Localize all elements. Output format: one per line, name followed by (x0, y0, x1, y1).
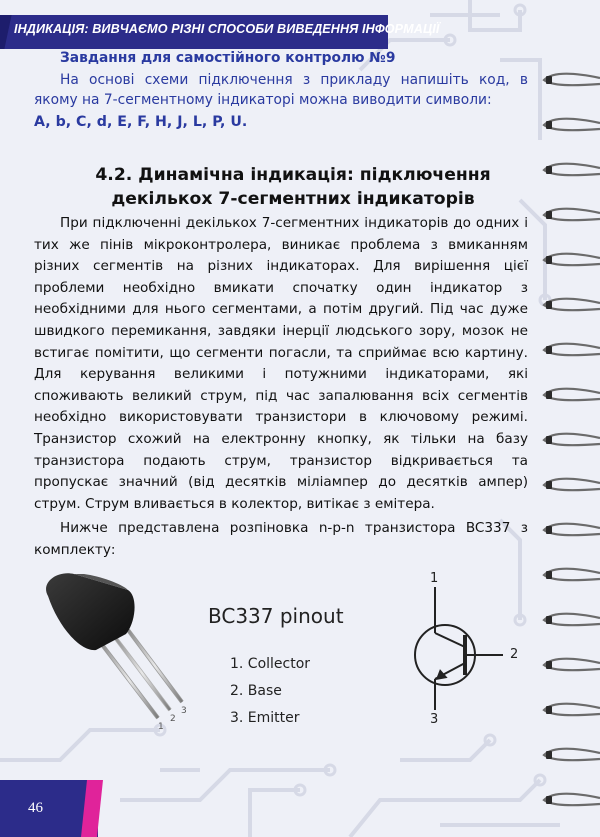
package-pin-1-label: 1 (158, 722, 164, 732)
pinout-title: BC337 pinout (208, 604, 344, 628)
pin-item-base: 2. Base (230, 683, 282, 699)
body-paragraph-1: При підключенні декількох 7-сегментних індикаторів до одних і тих же пінів мікроконтролера, виникає проблема з вмиканням різних сегментів на різних індикаторах. Для вирішення цієї проблеми необхідно вмикати спочатку один індикатор з необхідними для нього сегментами, а потім другий. Під час дуже швидкого перемикання, завдяки інерції людського зору, мозок не встигає помітити, що сегменти погасли, та сприймає всю картину. Для керування великими і потужними індикаторами, які споживають великий струм, під час запалювання всіх сегментів необхідно використовувати транзистори в ключовому режимі. Транзистор схожий на електронну кнопку, як тільки на базу транзистора подають струм, транзистор відкривається та пропускає значний (від десятків міліампер до десятків ампер) струм. Струм вливається в колектор, витікає з емітера. (34, 215, 528, 512)
section-title (36, 163, 550, 211)
body-paragraph-2: Нижче представлена розпіновка n-p-n транзистора BC337 з комплекту: (34, 520, 528, 558)
pin-item-emitter: 3. Emitter (230, 710, 300, 726)
symbol-pin-1-label: 1 (430, 571, 439, 586)
pin-item-collector: 1. Collector (230, 656, 311, 672)
transistor-package-image (30, 560, 200, 740)
symbol-pin-2-label: 2 (510, 647, 519, 662)
body-text (34, 213, 528, 562)
task-title: Завдання для самостійного контролю №9 (60, 50, 396, 66)
package-pin-2-label: 2 (170, 714, 176, 724)
task-text: На основі схеми підключення з прикладу напишіть код, в якому на 7-сегментному індикаторі можна виводити символи: (34, 72, 528, 108)
task-symbols: A, b, C, d, E, F, H, J, L, P, U. (34, 114, 248, 130)
page-number: 46 (28, 800, 43, 816)
symbol-pin-3-label: 3 (430, 712, 439, 727)
package-pin-3-label: 3 (181, 706, 187, 716)
running-header: ІНДИКАЦІЯ: ВИВЧАЄМО РІЗНІ СПОСОБИ ВИВЕДЕННЯ ІНФОРМАЦІЇ (14, 22, 440, 36)
spiral-binding (542, 0, 600, 837)
section-title-line-2: декількох 7-сегментних індикаторів (111, 189, 475, 209)
section-title-line-1: 4.2. Динамічна індикація: підключення (95, 165, 491, 185)
